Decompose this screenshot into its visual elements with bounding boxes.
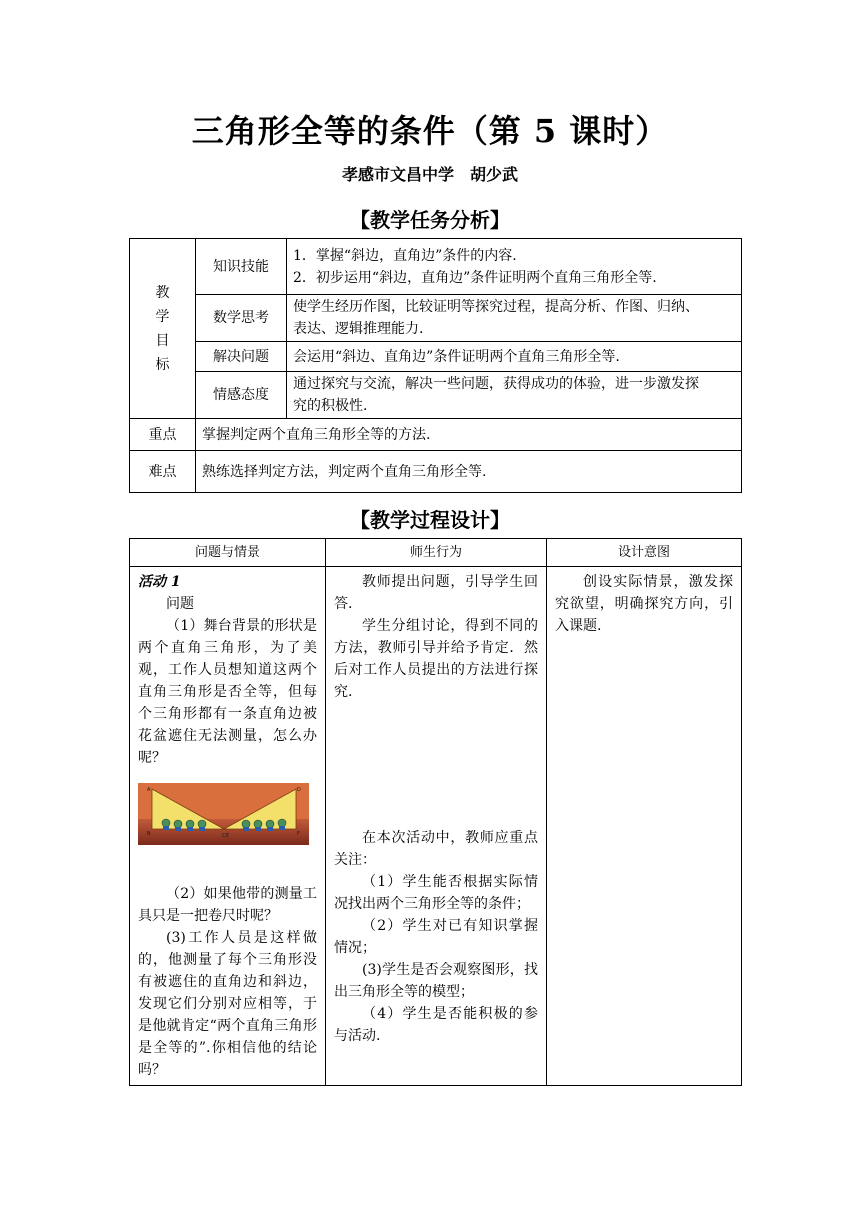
activity-title: 活动 1 bbox=[138, 574, 181, 590]
stage-triangles-figure bbox=[138, 783, 309, 845]
question-3: (3)工作人员是这样做的，他测量了每个三角形没有被遮住的直角边和斜边，发现它们分别对应相等，于是他就肯定“两个直角三角形是全等的”.你相信他的结论吗？ bbox=[138, 930, 317, 1078]
design-intent: 创设实际情景，激发探究欲望，明确探究方向，引入课题. bbox=[555, 574, 733, 634]
figure-label-f: F bbox=[297, 831, 300, 837]
goal-text-knowledge: 1．掌握“斜边，直角边”条件的内容. 2．初步运用“斜边，直角边”条件证明两个直角三角形全等. bbox=[287, 239, 742, 295]
goal-label-thinking: 数学思考 bbox=[196, 295, 287, 342]
question-2: （2）如果他带的测量工具只是一把卷尺时呢？ bbox=[138, 886, 317, 924]
figure-label-c: C bbox=[222, 833, 226, 839]
behavior-column bbox=[326, 567, 547, 1086]
figure-label-e: E bbox=[226, 833, 230, 839]
page-title: 三角形全等的条件（第 5 课时） bbox=[191, 112, 669, 150]
question-column bbox=[130, 567, 326, 1086]
focus-item-2: （2）学生对已有知识掌握情况； bbox=[334, 918, 538, 956]
header-behavior: 师生行为 bbox=[326, 539, 547, 567]
figure-label-b: B bbox=[147, 831, 151, 837]
focus-item-1: （1）学生能否根据实际情况找出两个三角形全等的条件； bbox=[334, 874, 538, 912]
goal-label-problem-solving: 解决问题 bbox=[196, 342, 287, 372]
difficulty-label: 难点 bbox=[130, 451, 196, 493]
teacher-action-1: 教师提出问题，引导学生回答. bbox=[334, 574, 538, 612]
focus-item-4: （4）学生是否能积极的参与活动. bbox=[334, 1006, 538, 1044]
section-heading-task-analysis: 【教学任务分析】 bbox=[350, 208, 510, 232]
focus-item-3: (3)学生是否会观察图形，找出三角形全等的模型； bbox=[334, 962, 538, 1000]
goal-label-knowledge: 知识技能 bbox=[196, 239, 287, 295]
goal-text-thinking: 使学生经历作图，比较证明等探究过程，提高分析、作图、归纳、 表达、逻辑推理能力. bbox=[287, 295, 742, 342]
question-1: （1）舞台背景的形状是两个直角三角形，为了美观，工作人员想知道这两个直角三角形是否全等，但每个三角形都有一条直角边被花盆遮住无法测量，怎么办呢？ bbox=[138, 618, 317, 766]
figure-label-a: A bbox=[147, 787, 151, 793]
figure-label-d: D bbox=[297, 787, 301, 793]
goals-label: 教 学 目 标 bbox=[130, 239, 196, 419]
difficulty-text: 熟练选择判定方法，判定两个直角三角形全等. bbox=[196, 451, 742, 493]
header-question: 问题与情景 bbox=[130, 539, 326, 567]
task-analysis-table bbox=[129, 238, 742, 493]
process-design-table bbox=[129, 538, 742, 1086]
teacher-focus: 在本次活动中，教师应重点关注： bbox=[334, 830, 538, 868]
goal-text-attitude: 通过探究与交流，解决一些问题，获得成功的体验，进一步激发探 究的积极性. bbox=[287, 372, 742, 419]
header-intent: 设计意图 bbox=[547, 539, 742, 567]
key-point-text: 掌握判定两个直角三角形全等的方法. bbox=[196, 419, 742, 451]
goal-label-attitude: 情感态度 bbox=[196, 372, 287, 419]
question-label: 问题 bbox=[166, 596, 194, 612]
author-line: 孝感市文昌中学 胡少武 bbox=[341, 165, 518, 184]
section-heading-process-design: 【教学过程设计】 bbox=[350, 508, 510, 532]
key-point-label: 重点 bbox=[130, 419, 196, 451]
intent-column bbox=[547, 567, 742, 1086]
goal-text-problem-solving: 会运用“斜边、直角边”条件证明两个直角三角形全等. bbox=[287, 342, 742, 372]
teacher-action-2: 学生分组讨论，得到不同的方法，教师引导并给予肯定．然后对工作人员提出的方法进行探究. bbox=[334, 618, 538, 700]
